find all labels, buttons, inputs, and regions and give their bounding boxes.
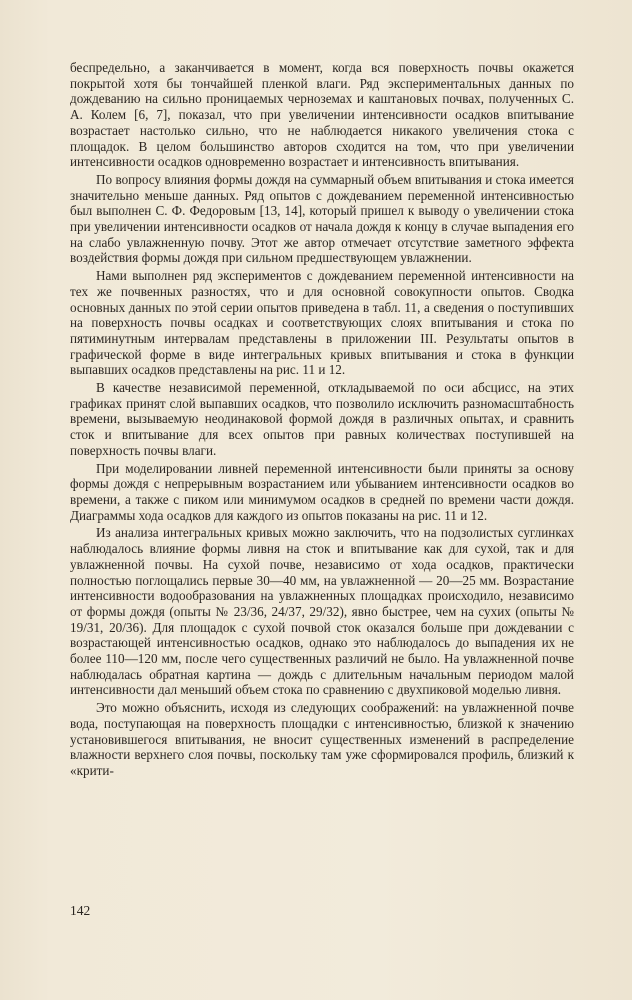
- paragraph-4: В качестве независимой переменной, откладываемой по оси абсцисс, на этих графиках принят слой выпавших осадков, что позволило исключить разномасштабность времени, вызываемую неодинаковой формой дождя в различных опытах, и сравнить сток и впитывание для всех опытов при равных количествах поступившей на поверхность почвы влаги.: [70, 380, 574, 458]
- paragraph-5: При моделировании ливней переменной интенсивности были приняты за основу формы дождя с непрерывным возрастанием или убыванием интенсивности осадков во времени, а также с пиком или минимумом осадков в средней по времени части дождя. Диаграммы хода осадков для каждого из опытов показаны на рис. 11 и 12.: [70, 460, 574, 523]
- paragraph-3: Нами выполнен ряд экспериментов с дождеванием переменной интенсивности на тех же почвенных разностях, что и для основной совокупности опытов. Сводка основных данных по этой серии опытов приведена в табл. 11, а сведения о поступивших на поверхность почвы осадках и соответствующих слоях впитывания и стока по пятиминутным интервалам представлены в приложении III. Результаты опытов в графической форме в виде интегральных кривых впитывания и стока в функции выпавших осадков представлены на рис. 11 и 12.: [70, 268, 574, 378]
- body-text: [70, 60, 574, 781]
- paragraph-6: Из анализа интегральных кривых можно заключить, что на подзолистых суглинках наблюдалось влияние формы ливня на сток и впитывание как для сухой, так и для увлажненной почвы. На сухой почве, независимо от хода осадков, практически полностью поглощались первые 30—40 мм, на увлажненной — 20—25 мм. Возрастание интенсивности водообразования на увлажненных площадках происходило, независимо от формы дождя (опыты № 23/36, 24/37, 29/32), явно быстрее, чем на сухих (опыты № 19/31, 20/36). Для площадок с сухой почвой сток оказался больше при дождевании с возрастающей интенсивностью осадков, однако это наблюдалось до выпадения их не более 110—120 мм, после чего существенных различий не было. На увлажненной почве наблюдалась обратная картина — дождь с длительным начальным периодом малой интенсивности дал меньший объем стока по сравнению с двухпиковой моделью ливня.: [70, 525, 574, 698]
- paragraph-7: Это можно объяснить, исходя из следующих соображений: на увлажненной почве вода, поступающая на поверхность площадки с интенсивностью, близкой к значению установившегося впитывания, не вносит существенных изменений в распределение влажности верхнего слоя почвы, поскольку там уже сформировался профиль, близкий к «крити-: [70, 700, 574, 778]
- paragraph-2: По вопросу влияния формы дождя на суммарный объем впитывания и стока имеется значительно меньше данных. Ряд опытов с дождеванием переменной интенсивностью был выполнен С. Ф. Федоровым [13, 14], который пришел к выводу о увеличении стока при увеличении интенсивности осадков от начала дождя к концу в случае выпадения его на слабо увлажненную почву. Этот же автор отмечает отсутствие заметного эффекта воздействия формы дождя при сильном предшествующем увлажнении.: [70, 171, 574, 266]
- page-number: 142: [70, 903, 91, 918]
- paragraph-1: беспредельно, а заканчивается в момент, когда вся поверхность почвы окажется покрытой хотя бы тончайшей пленкой влаги. Ряд экспериментальных данных по дождеванию на сильно проницаемых черноземах и каштановых почвах, полученных С. А. Колем [6, 7], показал, что при увеличении интенсивности осадков впитывание возрастает настолько сильно, что не наблюдается никакого увеличения стока с площадок. В целом большинство авторов сходится на том, что при увеличении интенсивности осадков одновременно возрастает и интенсивность впитывания.: [70, 60, 574, 170]
